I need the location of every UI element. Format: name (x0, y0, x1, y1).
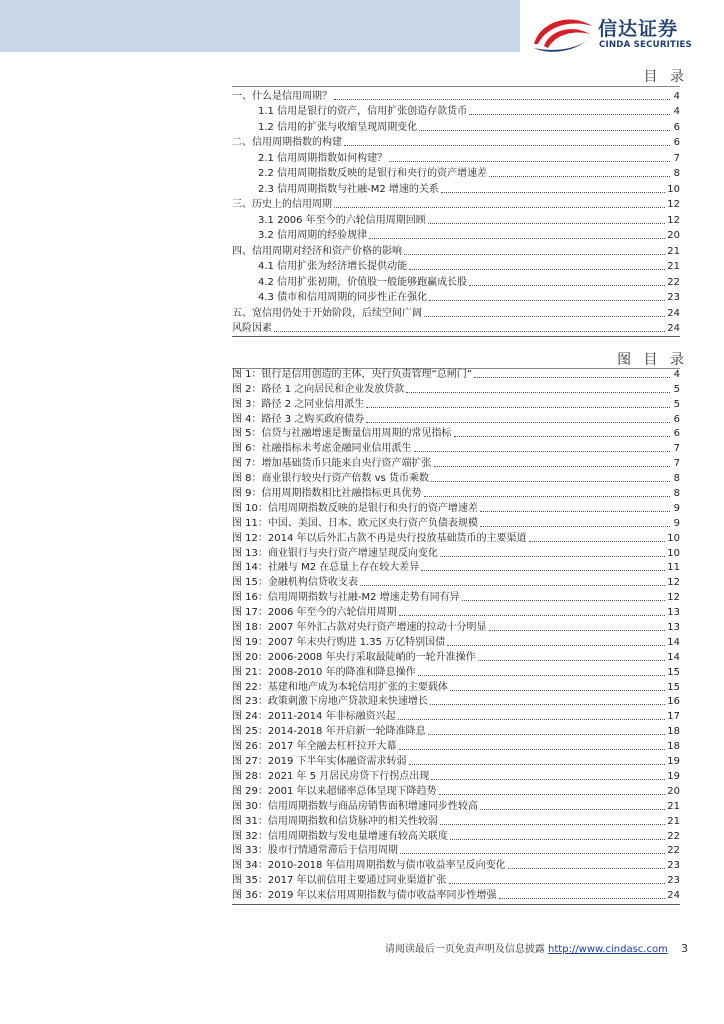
figure-entry-title: 图 3：路径 2 之同业信用派生 (232, 398, 365, 410)
dot-leader (366, 422, 670, 423)
figure-entry[interactable] (232, 828, 680, 843)
figure-entry[interactable] (232, 455, 680, 470)
figure-entry-page: 5 (673, 398, 680, 410)
dot-leader (447, 645, 665, 646)
toc-entry[interactable] (232, 165, 680, 181)
figure-entry-page: 18 (667, 726, 680, 738)
dot-leader (428, 223, 666, 224)
figure-entry[interactable] (232, 366, 680, 381)
toc-list (232, 87, 680, 335)
dot-leader (419, 130, 670, 131)
figure-entry[interactable] (232, 649, 680, 664)
dot-leader (409, 764, 666, 765)
dot-leader (409, 269, 665, 270)
toc-entry-title: 2.2 信用周期指数反映的是银行和央行的资产增速差 (258, 168, 488, 179)
toc-entry[interactable] (232, 258, 680, 274)
dot-leader (489, 630, 666, 631)
dot-leader (369, 238, 665, 239)
figure-entry-page: 16 (667, 696, 680, 708)
figure-entry-title: 图 34：2010-2018 年信用周期指数与债市收益率呈反向变化 (232, 860, 506, 872)
figure-entry-page: 17 (667, 711, 680, 723)
figure-entry[interactable] (232, 500, 680, 515)
toc-entry[interactable] (232, 196, 680, 212)
dot-leader (424, 496, 670, 497)
figure-entry[interactable] (232, 887, 680, 902)
figure-entry[interactable] (232, 411, 680, 426)
figure-entry-title: 图 25：2014-2018 年开启新一轮降准降息 (232, 726, 426, 738)
figure-entry-page: 22 (667, 845, 680, 857)
dot-leader (450, 690, 665, 691)
toc-entry[interactable] (232, 242, 680, 258)
toc-entry[interactable] (232, 87, 680, 103)
dot-leader (434, 466, 670, 467)
figure-entry-page: 12 (667, 577, 680, 589)
dot-leader (440, 556, 665, 557)
page-number: 3 (681, 942, 688, 955)
figure-entry-page: 23 (667, 860, 680, 872)
figure-entry-page: 10 (667, 547, 680, 559)
toc-entry-page: 24 (667, 323, 680, 334)
toc-entry-title: 3.1 2006 年至今的六轮信用周期回顾 (258, 214, 426, 226)
figure-entry-page: 4 (673, 368, 680, 380)
figure-entry[interactable] (232, 723, 680, 738)
figure-entry[interactable] (232, 708, 680, 723)
figure-entry-page: 22 (667, 830, 680, 842)
dot-leader (399, 749, 666, 750)
dot-leader (274, 331, 665, 332)
figure-entry-title: 图 8：商业银行较央行资产倍数 vs 货币乘数 (232, 473, 430, 485)
figure-entry-title: 图 15：金融机构信贷收支表 (232, 577, 358, 589)
toc-title: 目 录 (643, 69, 688, 85)
page-footer (385, 940, 688, 955)
dot-leader (462, 600, 666, 601)
figure-entry-title: 图 24：2011-2014 年非标融资兴起 (232, 711, 396, 723)
toc-entry-title: 二、信用周期指数的构建 (232, 137, 342, 148)
dot-leader (431, 779, 665, 780)
dot-leader (480, 526, 670, 527)
figure-entry[interactable] (232, 783, 680, 798)
dot-leader (454, 436, 670, 437)
toc-entry-page: 12 (667, 214, 680, 226)
toc-entry-page: 4 (673, 90, 680, 102)
figure-entry[interactable] (232, 798, 680, 813)
toc-entry[interactable] (232, 304, 680, 320)
figure-entry-page: 12 (667, 592, 680, 604)
figure-entry-title: 图 18：2007 年外汇占款对央行资产增速的拉动十分明显 (232, 622, 487, 634)
toc-entry-title: 五、宽信用仍处于开始阶段，后续空间广阔 (232, 307, 422, 319)
dot-leader (440, 824, 665, 825)
figure-entry[interactable] (232, 694, 680, 709)
figure-entry-page: 8 (673, 473, 680, 485)
dot-leader (421, 570, 665, 571)
figure-entry-title: 图 10：信用周期指数反映的是银行和央行的资产增速差 (232, 502, 478, 514)
toc-entry-title: 4.3 债市和信用周期的同步性正在强化 (258, 292, 428, 303)
figure-entry-page: 8 (673, 488, 680, 500)
figure-entry-page: 9 (673, 502, 680, 514)
dot-leader (431, 481, 670, 482)
figure-entry-title: 图 5：信贷与社融增速是衡量信用周期的常见指标 (232, 428, 452, 440)
figure-entry[interactable] (232, 768, 680, 783)
dot-leader (414, 451, 670, 452)
figure-entry[interactable] (232, 426, 680, 441)
disclaimer-text: 请阅读最后一页免责声明及信息披露 (384, 944, 545, 955)
figure-entry-page: 6 (673, 413, 680, 425)
toc-entry[interactable] (232, 320, 680, 336)
figure-entry-title: 图 19：2007 年末央行购进 1.35 万亿特别国债 (232, 636, 446, 648)
toc-entry[interactable] (232, 227, 680, 243)
dot-leader (389, 161, 670, 162)
figure-entry-title: 图 29：2001 年以来超储率总体呈现下降趋势 (232, 785, 437, 797)
toc-entry-page: 10 (667, 183, 680, 195)
figure-entry-title: 图 14：社融与 M2 在总量上存在较大差异 (232, 562, 420, 574)
figure-entry[interactable] (232, 738, 680, 753)
toc-entry-title: 2.3 信用周期指数与社融-M2 增速的关系 (258, 183, 439, 195)
dot-leader (430, 704, 665, 705)
figure-entry-page: 7 (673, 443, 680, 455)
figure-entry[interactable] (232, 604, 680, 619)
figure-entry-page: 6 (673, 428, 680, 440)
dot-leader (344, 145, 670, 146)
toc-bottom-rule (232, 336, 680, 337)
figure-entry-page: 15 (667, 666, 680, 678)
toc-entry-page: 7 (673, 152, 680, 164)
toc-entry-page: 4 (673, 106, 680, 117)
toc-entry-page: 23 (667, 292, 680, 303)
figure-entry[interactable] (232, 813, 680, 828)
figure-entry-page: 20 (667, 785, 680, 797)
figure-entry-title: 图 21：2008-2010 年的降准和降息操作 (232, 666, 416, 678)
figure-entry-title: 图 36：2019 年以来信用周期指数与债市收益率同步性增强 (232, 890, 497, 902)
toc-entry[interactable] (232, 134, 680, 150)
figure-entry-page: 23 (667, 875, 680, 887)
dot-leader (360, 585, 665, 586)
figure-entry[interactable] (232, 679, 680, 694)
figure-entry[interactable] (232, 381, 680, 396)
figure-entry[interactable] (232, 440, 680, 455)
figure-entry[interactable] (232, 753, 680, 768)
dot-leader (529, 541, 666, 542)
toc-entry-page: 21 (667, 261, 680, 272)
figures-bottom-rule (232, 904, 680, 905)
figure-entry[interactable] (232, 470, 680, 485)
figure-entry[interactable] (232, 574, 680, 589)
toc-entry-title: 4.2 信用扩张初期，价值股一般能够跑赢成长股 (258, 276, 468, 288)
cinda-logo-icon (530, 10, 596, 56)
toc-entry-page: 6 (673, 137, 680, 148)
figure-entry-page: 24 (667, 890, 680, 902)
dot-leader (366, 407, 670, 408)
figure-entry-page: 5 (673, 383, 680, 395)
figure-entry-page: 10 (667, 532, 680, 544)
dot-leader (404, 254, 665, 255)
dot-leader (474, 377, 670, 378)
dot-leader (406, 392, 670, 393)
dot-leader (499, 898, 666, 899)
figure-entry-title: 图 17：2006 年至今的六轮信用周期 (232, 607, 397, 619)
toc-entry-page: 21 (667, 245, 680, 257)
figure-entry[interactable] (232, 619, 680, 634)
figure-entry-title: 图 31：信用周期指数和信贷脉冲的相关性较弱 (232, 815, 438, 827)
figures-list (232, 366, 680, 902)
toc-entry[interactable] (232, 273, 680, 289)
figure-entry[interactable] (232, 485, 680, 500)
dot-leader (478, 660, 666, 661)
figure-entry-title: 图 2：路径 1 之向居民和企业发放贷款 (232, 383, 405, 395)
dot-leader (469, 114, 670, 115)
toc-entry-title: 1.1 信用是银行的资产，信用扩张创造存款货币 (258, 106, 468, 117)
dot-leader (441, 192, 665, 193)
toc-entry-page: 22 (667, 276, 680, 288)
dot-leader (480, 809, 665, 810)
dot-leader (508, 868, 666, 869)
figure-entry[interactable] (232, 857, 680, 872)
figure-entry[interactable] (232, 872, 680, 887)
dot-leader (439, 794, 666, 795)
figure-entry-title: 图 12：2014 年以后外汇占款不再是央行投放基础货币的主要渠道 (232, 532, 527, 544)
brand-name-cn: 信达证券 (598, 18, 679, 40)
figure-entry-title: 图 26：2017 年全融去杠杆拉开大幕 (232, 741, 397, 753)
toc-entry-title: 1.2 信用的扩张与收缩呈现周期变化 (258, 121, 418, 133)
figure-entry-page: 11 (667, 562, 680, 574)
figure-entry-page: 14 (667, 636, 680, 648)
dot-leader (428, 734, 666, 735)
toc-entry-page: 12 (667, 199, 680, 210)
toc-entry-title: 四、信用周期对经济和资产价格的影响 (232, 245, 402, 257)
figure-entry-title: 图 20：2006-2008 年央行采取最陡峭的一轮升准操作 (232, 651, 476, 663)
figure-entry-page: 13 (667, 622, 680, 634)
dot-leader (400, 853, 665, 854)
toc-entry-title: 风险因素 (232, 323, 272, 334)
figure-entry[interactable] (232, 545, 680, 560)
figure-entry[interactable] (232, 634, 680, 649)
toc-entry[interactable] (232, 289, 680, 305)
toc-entry-page: 8 (673, 168, 680, 179)
figure-entry-title: 图 32：信用周期指数与发电量增速有较高关联度 (232, 830, 448, 842)
toc-entry[interactable] (232, 149, 680, 165)
cinda-logo (530, 10, 720, 56)
figure-entry-title: 图 6：社融指标未考虑金融同业信用派生 (232, 443, 412, 455)
figure-entry-title: 图 9：信用周期指数相比社融指标更具优势 (232, 488, 422, 500)
toc-entry[interactable] (232, 118, 680, 134)
figure-entry-title: 图 4：路径 3 之购买政府债券 (232, 413, 365, 425)
dot-leader (480, 511, 670, 512)
figure-entry-title: 图 22：基建和地产成为本轮信用扩张的主要载体 (232, 681, 448, 693)
figure-entry-page: 19 (667, 770, 680, 782)
figure-entry-page: 9 (673, 517, 680, 529)
figure-entry-title: 图 1：银行是信用创造的主体，央行负责管理“总闸门” (232, 368, 472, 380)
dot-leader (334, 207, 665, 208)
toc-entry[interactable] (232, 211, 680, 227)
figure-entry-page: 13 (667, 607, 680, 619)
brand-name-en: CINDA SECURITIES (599, 40, 692, 50)
figure-entry[interactable] (232, 664, 680, 679)
dot-leader (399, 615, 666, 616)
figure-entry[interactable] (232, 396, 680, 411)
figure-entry[interactable] (232, 530, 680, 545)
figure-entry-title: 图 16：信用周期指数与社融-M2 增速走势有同有异 (232, 592, 460, 604)
figure-entry-page: 21 (667, 800, 680, 812)
toc-entry-title: 三、历史上的信用周期 (232, 199, 332, 210)
toc-entry[interactable] (232, 103, 680, 119)
toc-entry-page: 24 (667, 307, 680, 319)
figure-entry-title: 图 35：2017 年以前信用主要通过同业渠道扩张 (232, 875, 447, 887)
figure-entry-title: 图 27：2019 下半年实体融资需求转弱 (232, 756, 407, 768)
figure-entry-title: 图 7：增加基础货币只能来自央行资产端扩张 (232, 458, 432, 470)
dot-leader (398, 719, 666, 720)
figure-entry-title: 图 13：商业银行与央行资产增速呈现反向变化 (232, 547, 438, 559)
figure-entry[interactable] (232, 843, 680, 858)
dot-leader (489, 176, 670, 177)
figure-entry-page: 19 (667, 756, 680, 768)
dot-leader (334, 99, 670, 100)
dot-leader (469, 285, 665, 286)
figure-entry[interactable] (232, 515, 680, 530)
dot-leader (429, 300, 665, 301)
figure-entry[interactable] (232, 589, 680, 604)
website-link[interactable]: http://www.cindasc.com (548, 944, 668, 955)
toc-entry-title: 2.1 信用周期指数如何构建？ (258, 152, 388, 164)
figure-entry-title: 图 11：中国、美国、日本、欧元区央行资产负债表规模 (232, 517, 478, 529)
figure-entry-page: 7 (673, 458, 680, 470)
figure-entry-title: 图 28：2021 年 5 月居民房贷下行拐点出现 (232, 770, 430, 782)
figure-entry-title: 图 33：股市行情通常滞后于信用周期 (232, 845, 398, 857)
toc-entry-page: 6 (673, 121, 680, 133)
figure-entry-page: 18 (667, 741, 680, 753)
dot-leader (450, 839, 665, 840)
dot-leader (449, 883, 666, 884)
header-bar (0, 0, 520, 52)
toc-entry-title: 4.1 信用扩张为经济增长提供动能 (258, 261, 408, 272)
figure-entry-page: 14 (667, 651, 680, 663)
figure-entry[interactable] (232, 560, 680, 575)
figure-entry-title: 图 30：信用周期指数与商品房销售面积增速同步性较高 (232, 800, 478, 812)
toc-entry-title: 3.2 信用周期的经验规律 (258, 230, 368, 241)
figure-entry-page: 21 (667, 815, 680, 827)
dot-leader (424, 316, 665, 317)
figure-entry-title: 图 23：政策刺激下房地产贷款迎来快速增长 (232, 696, 428, 708)
figure-entry-page: 15 (667, 681, 680, 693)
toc-entry[interactable] (232, 180, 680, 196)
dot-leader (418, 675, 666, 676)
figures-title: 图 目 录 (617, 352, 688, 368)
toc-entry-title: 一、什么是信用周期？ (232, 90, 332, 102)
toc-entry-page: 20 (667, 230, 680, 241)
